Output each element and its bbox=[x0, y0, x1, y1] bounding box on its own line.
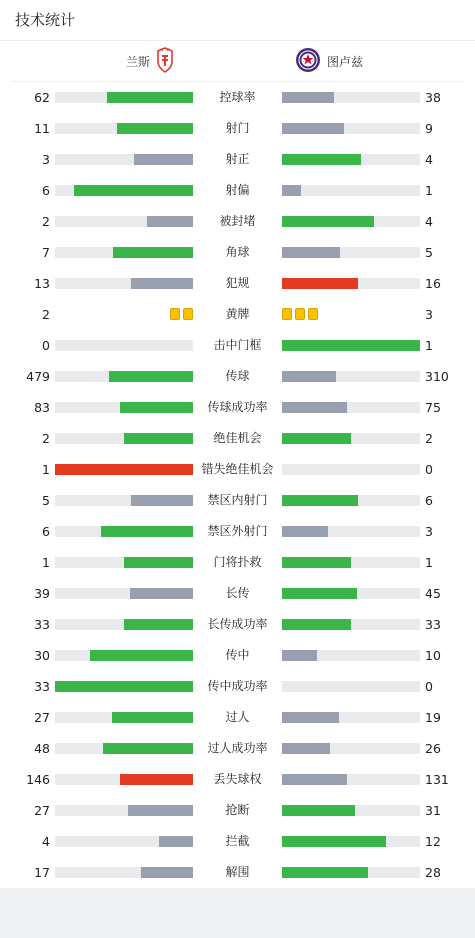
home-bar-fill bbox=[74, 185, 193, 196]
stat-row bbox=[0, 361, 475, 392]
home-bar-track bbox=[55, 154, 193, 165]
home-bar-track bbox=[55, 371, 193, 382]
home-bar-fill bbox=[112, 712, 193, 723]
stat-row bbox=[0, 826, 475, 857]
away-bar-fill bbox=[282, 495, 358, 506]
stat-row bbox=[0, 516, 475, 547]
home-value: 6 bbox=[42, 183, 50, 198]
away-bar-fill bbox=[282, 340, 420, 351]
away-bar-track bbox=[282, 216, 420, 227]
stat-label: 长传 bbox=[225, 586, 250, 600]
home-value: 1 bbox=[42, 462, 50, 477]
away-value: 12 bbox=[425, 834, 441, 849]
away-value: 131 bbox=[425, 772, 449, 787]
stat-row bbox=[0, 423, 475, 454]
home-value: 39 bbox=[34, 586, 50, 601]
stat-label: 击中门框 bbox=[213, 338, 262, 352]
home-value: 17 bbox=[34, 865, 50, 880]
home-value: 30 bbox=[34, 648, 50, 663]
away-value: 4 bbox=[425, 152, 433, 167]
away-value: 10 bbox=[425, 648, 441, 663]
stat-label: 禁区内射门 bbox=[207, 493, 268, 507]
home-bar-track bbox=[55, 92, 193, 103]
away-bar-track bbox=[282, 867, 420, 878]
home-bar-fill bbox=[128, 805, 193, 816]
stat-label: 错失绝佳机会 bbox=[201, 462, 274, 476]
away-value: 3 bbox=[425, 524, 433, 539]
stat-label: 解围 bbox=[225, 865, 250, 879]
home-bar-fill bbox=[117, 123, 193, 134]
stat-row bbox=[0, 764, 475, 795]
stat-label: 长传成功率 bbox=[207, 617, 268, 631]
stat-label: 传中成功率 bbox=[207, 679, 268, 693]
yellow-card-icon bbox=[295, 308, 305, 320]
away-bar-track bbox=[282, 154, 420, 165]
away-value: 16 bbox=[425, 276, 441, 291]
stat-label: 角球 bbox=[225, 245, 250, 259]
home-bar-fill bbox=[120, 402, 193, 413]
home-bar-track bbox=[55, 402, 193, 413]
home-bar-fill bbox=[101, 526, 193, 537]
away-value: 310 bbox=[425, 369, 449, 384]
away-bar-track bbox=[282, 92, 420, 103]
home-value: 3 bbox=[42, 152, 50, 167]
away-team-name: 图卢兹 bbox=[327, 54, 364, 69]
stat-row bbox=[0, 392, 475, 423]
stat-row bbox=[0, 206, 475, 237]
away-bar-track bbox=[282, 371, 420, 382]
away-bar-fill bbox=[282, 247, 340, 258]
home-bar-fill bbox=[130, 588, 193, 599]
stat-label: 射偏 bbox=[225, 183, 250, 197]
away-bar-fill bbox=[282, 185, 301, 196]
away-bar-track bbox=[282, 247, 420, 258]
home-bar-track bbox=[55, 650, 193, 661]
home-bar-track bbox=[55, 433, 193, 444]
stat-row bbox=[0, 857, 475, 888]
home-value: 62 bbox=[34, 90, 50, 105]
home-bar-track bbox=[55, 619, 193, 630]
stat-label: 门将扑救 bbox=[213, 555, 262, 569]
home-value: 83 bbox=[34, 400, 50, 415]
away-bar-fill bbox=[282, 154, 361, 165]
away-value: 2 bbox=[425, 431, 433, 446]
home-value: 27 bbox=[34, 710, 50, 725]
home-bar-track bbox=[55, 526, 193, 537]
stat-row bbox=[0, 268, 475, 299]
stat-label: 过人成功率 bbox=[207, 741, 268, 755]
home-bar-track bbox=[55, 743, 193, 754]
home-bar-track bbox=[55, 867, 193, 878]
home-bar-fill bbox=[103, 743, 193, 754]
away-bar-track bbox=[282, 588, 420, 599]
home-bar-track bbox=[55, 588, 193, 599]
home-bar-fill bbox=[55, 681, 193, 692]
away-bar-track bbox=[282, 650, 420, 661]
away-value: 38 bbox=[425, 90, 441, 105]
home-value: 13 bbox=[34, 276, 50, 291]
stat-label: 射门 bbox=[225, 121, 250, 135]
home-bar-track bbox=[55, 681, 193, 692]
home-value: 2 bbox=[42, 431, 50, 446]
home-bar-fill bbox=[120, 774, 193, 785]
home-value: 479 bbox=[26, 369, 50, 384]
home-bar-fill bbox=[141, 867, 193, 878]
stat-row bbox=[0, 671, 475, 702]
stats-list bbox=[0, 82, 475, 888]
home-value: 5 bbox=[42, 493, 50, 508]
home-yellow-cards bbox=[170, 308, 193, 321]
away-value: 9 bbox=[425, 121, 433, 136]
away-value: 75 bbox=[425, 400, 441, 415]
stat-label: 被封堵 bbox=[219, 214, 256, 228]
home-value: 2 bbox=[42, 307, 50, 322]
stat-row bbox=[0, 640, 475, 671]
home-team-name: 兰斯 bbox=[125, 54, 150, 69]
away-bar-track bbox=[282, 805, 420, 816]
stat-row bbox=[0, 485, 475, 516]
home-bar-track bbox=[55, 805, 193, 816]
home-bar-fill bbox=[55, 464, 193, 475]
stat-label: 黄牌 bbox=[225, 307, 250, 321]
home-bar-fill bbox=[124, 557, 193, 568]
away-bar-fill bbox=[282, 650, 317, 661]
stat-label: 禁区外射门 bbox=[207, 524, 268, 538]
stat-label: 控球率 bbox=[219, 90, 256, 104]
home-bar-fill bbox=[147, 216, 193, 227]
home-bar-track bbox=[55, 216, 193, 227]
stade-de-reims-crest-icon bbox=[156, 47, 174, 76]
away-bar-track bbox=[282, 836, 420, 847]
away-bar-track bbox=[282, 278, 420, 289]
home-bar-track bbox=[55, 278, 193, 289]
toulouse-fc-crest-icon bbox=[295, 47, 321, 76]
stat-row bbox=[0, 702, 475, 733]
stat-row bbox=[0, 454, 475, 485]
away-bar-fill bbox=[282, 557, 351, 568]
away-bar-track bbox=[282, 402, 420, 413]
home-bar-track bbox=[55, 557, 193, 568]
away-bar-fill bbox=[282, 743, 330, 754]
yellow-card-icon bbox=[282, 308, 292, 320]
home-bar-track bbox=[55, 185, 193, 196]
home-value: 6 bbox=[42, 524, 50, 539]
home-bar-fill bbox=[109, 371, 193, 382]
away-bar-track bbox=[282, 557, 420, 568]
away-value: 26 bbox=[425, 741, 441, 756]
home-value: 11 bbox=[34, 121, 50, 136]
stat-label: 犯规 bbox=[225, 276, 250, 290]
away-value: 0 bbox=[425, 679, 433, 694]
teams-header bbox=[10, 41, 465, 82]
away-value: 31 bbox=[425, 803, 441, 818]
away-bar-fill bbox=[282, 402, 347, 413]
away-bar-fill bbox=[282, 278, 358, 289]
home-bar-fill bbox=[124, 433, 193, 444]
stat-label: 过人 bbox=[225, 710, 250, 724]
stat-row bbox=[0, 113, 475, 144]
away-bar-fill bbox=[282, 526, 328, 537]
away-value: 19 bbox=[425, 710, 441, 725]
stat-label: 绝佳机会 bbox=[213, 431, 262, 445]
away-bar-track bbox=[282, 123, 420, 134]
stat-row bbox=[0, 609, 475, 640]
section-title: 技术统计 bbox=[0, 0, 475, 41]
stat-label: 丢失球权 bbox=[213, 772, 262, 786]
away-value: 5 bbox=[425, 245, 433, 260]
away-bar-track bbox=[282, 681, 420, 692]
home-value: 33 bbox=[34, 679, 50, 694]
away-value: 1 bbox=[425, 555, 433, 570]
home-bar-track bbox=[55, 340, 193, 351]
home-bar-fill bbox=[159, 836, 194, 847]
home-bar-fill bbox=[134, 154, 193, 165]
stat-label: 抢断 bbox=[225, 803, 250, 817]
stat-row bbox=[0, 82, 475, 113]
away-bar-fill bbox=[282, 712, 339, 723]
away-bar-track bbox=[282, 185, 420, 196]
home-team[interactable] bbox=[126, 41, 180, 81]
away-bar-fill bbox=[282, 867, 368, 878]
away-value: 0 bbox=[425, 462, 433, 477]
stat-label: 射正 bbox=[225, 152, 250, 166]
away-bar-fill bbox=[282, 774, 347, 785]
away-value: 28 bbox=[425, 865, 441, 880]
stat-label: 传球 bbox=[225, 369, 250, 383]
home-value: 33 bbox=[34, 617, 50, 632]
stat-row bbox=[0, 237, 475, 268]
away-bar-track bbox=[282, 619, 420, 630]
home-bar-fill bbox=[131, 278, 193, 289]
away-bar-fill bbox=[282, 433, 351, 444]
home-value: 0 bbox=[42, 338, 50, 353]
home-value: 7 bbox=[42, 245, 50, 260]
away-bar-fill bbox=[282, 216, 374, 227]
away-bar-fill bbox=[282, 588, 357, 599]
away-bar-fill bbox=[282, 836, 386, 847]
home-bar-track bbox=[55, 836, 193, 847]
away-value: 6 bbox=[425, 493, 433, 508]
away-value: 1 bbox=[425, 183, 433, 198]
away-bar-track bbox=[282, 712, 420, 723]
home-value: 146 bbox=[26, 772, 50, 787]
stat-row bbox=[0, 547, 475, 578]
yellow-card-icon bbox=[183, 308, 193, 320]
home-bar-track bbox=[55, 774, 193, 785]
away-value: 4 bbox=[425, 214, 433, 229]
home-value: 27 bbox=[34, 803, 50, 818]
home-value: 48 bbox=[34, 741, 50, 756]
away-bar-track bbox=[282, 495, 420, 506]
away-bar-fill bbox=[282, 92, 334, 103]
stat-row bbox=[0, 795, 475, 826]
stat-row bbox=[0, 733, 475, 764]
home-value: 1 bbox=[42, 555, 50, 570]
away-yellow-cards bbox=[282, 308, 318, 321]
home-bar-track bbox=[55, 712, 193, 723]
home-bar-fill bbox=[124, 619, 193, 630]
stat-row bbox=[0, 144, 475, 175]
stat-label: 传中 bbox=[225, 648, 250, 662]
home-bar-track bbox=[55, 464, 193, 475]
away-bar-fill bbox=[282, 371, 336, 382]
stat-label: 传球成功率 bbox=[207, 400, 268, 414]
away-value: 3 bbox=[425, 307, 433, 322]
away-bar-fill bbox=[282, 619, 351, 630]
home-bar-track bbox=[55, 123, 193, 134]
away-bar-track bbox=[282, 526, 420, 537]
home-bar-track bbox=[55, 247, 193, 258]
away-bar-fill bbox=[282, 805, 355, 816]
home-value: 4 bbox=[42, 834, 50, 849]
away-bar-track bbox=[282, 464, 420, 475]
away-bar-track bbox=[282, 774, 420, 785]
yellow-card-icon bbox=[170, 308, 180, 320]
home-bar-fill bbox=[113, 247, 193, 258]
away-value: 45 bbox=[425, 586, 441, 601]
home-bar-fill bbox=[107, 92, 193, 103]
away-value: 33 bbox=[425, 617, 441, 632]
home-bar-fill bbox=[131, 495, 193, 506]
away-bar-track bbox=[282, 340, 420, 351]
away-bar-track bbox=[282, 433, 420, 444]
home-bar-fill bbox=[90, 650, 194, 661]
stat-label: 拦截 bbox=[225, 834, 250, 848]
home-value: 2 bbox=[42, 214, 50, 229]
away-bar-fill bbox=[282, 123, 344, 134]
away-value: 1 bbox=[425, 338, 433, 353]
stat-row bbox=[0, 330, 475, 361]
away-team[interactable] bbox=[289, 41, 363, 81]
home-bar-track bbox=[55, 495, 193, 506]
stat-row bbox=[0, 299, 475, 330]
yellow-card-icon bbox=[308, 308, 318, 320]
stat-row bbox=[0, 175, 475, 206]
stat-row bbox=[0, 578, 475, 609]
away-bar-track bbox=[282, 743, 420, 754]
